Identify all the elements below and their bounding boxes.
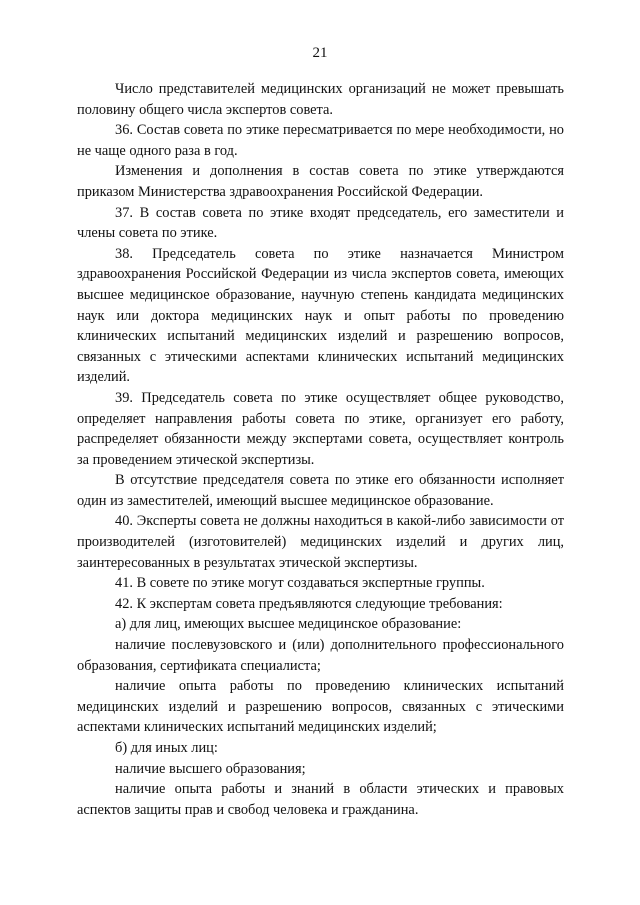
- requirement-rights-knowledge: наличие опыта работы и знаний в области этических и правовых аспектов защиты прав и свобод человека и гражданина.: [77, 781, 564, 818]
- list-item-b: б) для иных лиц:: [115, 740, 218, 756]
- requirement-education: наличие послевузовского и (или) дополнительного профессионального образования, сертификата специалиста;: [77, 637, 564, 674]
- paragraph-38: 38. Председатель совета по этике назначается Министром здравоохранения Российской Федерации из числа экспертов совета, имеющих высшее медицинское образование, научную степень кандидата медицинских наук или доктора медицинских наук и опыт работы по проведению клинических испытаний медицинских изделий и разрешению вопросов, связанных с этическими аспектами клинических испытаний медицинских изделий.: [77, 245, 564, 386]
- paragraph-39: 39. Председатель совета по этике осуществляет общее руководство, определяет направления работы совета по этике, организует его работу, распределяет обязанности между экспертами совета, осуществляет контроль за проведением этической экспертизы.: [77, 389, 564, 468]
- paragraph-experts-limit: Число представителей медицинских организаций не может превышать половину общего числа экспертов совета.: [77, 81, 564, 118]
- paragraph-37: 37. В состав совета по этике входят председатель, его заместители и члены совета по этике.: [77, 204, 564, 242]
- paragraph-41: 41. В совете по этике могут создаваться экспертные группы.: [115, 575, 485, 592]
- paragraph-40: 40. Эксперты совета не должны находиться в какой-либо зависимости от производителей (изготовителей) медицинских изделий и других лиц, заинтересованных в результатах этической экспертизы.: [77, 513, 564, 571]
- list-item-a: а) для лиц, имеющих высшее медицинское образование:: [115, 616, 462, 633]
- paragraph-39-absence: В отсутствие председателя совета по этике его обязанности исполняет один из заместителей, имеющий высшее медицинское образование.: [77, 472, 564, 509]
- paragraph-42: 42. К экспертам совета предъявляются следующие требования:: [115, 595, 503, 612]
- paragraph-36: 36. Состав совета по этике пересматривается по мере необходимости, но не чаще одного раза в год.: [77, 122, 564, 159]
- document-body: [77, 79, 564, 820]
- requirement-experience: наличие опыта работы по проведению клинических испытаний медицинских изделий и разрешению вопросов, связанных с этическими аспектами клинических испытаний медицинских изделий;: [77, 678, 564, 736]
- page-number: 21: [312, 45, 328, 61]
- paragraph-36-amendments: Изменения и дополнения в состав совета по этике утверждаются приказом Министерства здравоохранения Российской Федерации.: [77, 163, 564, 200]
- requirement-higher-education: наличие высшего образования;: [115, 760, 306, 777]
